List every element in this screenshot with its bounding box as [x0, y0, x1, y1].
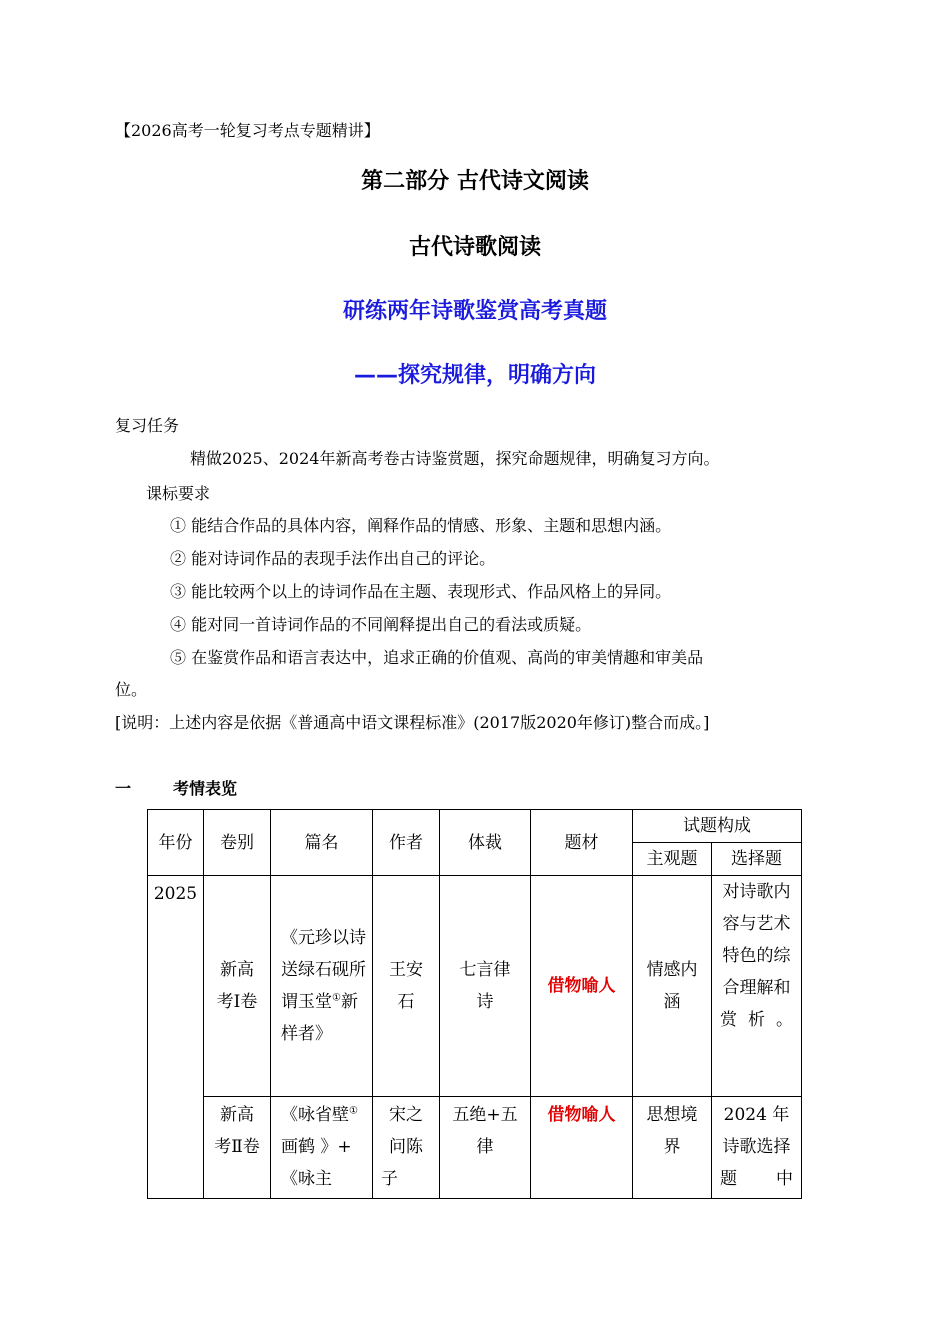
section-number: 一: [115, 779, 132, 798]
footnote-mark: ①: [332, 992, 341, 1004]
header-year: 年份: [148, 810, 204, 876]
choice-cell: 2024 年诗歌选择题中: [712, 1097, 802, 1199]
theme-cell: 借物喻人: [531, 1097, 633, 1199]
section-heading: [115, 776, 237, 799]
footnote-mark: ①: [349, 1105, 358, 1117]
author-cell: 王安石: [373, 876, 440, 1097]
header-tag: 【2026高考一轮复习考点专题精讲】: [115, 121, 380, 140]
genre-cell: 五绝+五律: [440, 1097, 531, 1199]
header-title: 篇名: [271, 810, 373, 876]
author-cell: 宋之问陈子: [373, 1097, 440, 1199]
curriculum-item: ③ 能比较两个以上的诗词作品在主题、表现形式、作品风格上的异同。: [170, 582, 672, 601]
genre-cell: 七言律诗: [440, 876, 531, 1097]
header-genre: 体裁: [440, 810, 531, 876]
part-title: 第二部分 古代诗文阅读: [361, 169, 589, 194]
curriculum-label: 课标要求: [146, 484, 211, 503]
curriculum-item: ② 能对诗词作品的表现手法作出自己的评论。: [170, 549, 496, 568]
section-title: 古代诗歌阅读: [408, 235, 541, 260]
subtitle: ——探究规律，明确方向: [353, 363, 596, 388]
paper-cell: 新高考Ⅱ卷: [204, 1097, 271, 1199]
curriculum-item: ⑤ 在鉴赏作品和语言表达中，追求正确的价值观、高尚的审美情趣和审美品: [170, 648, 704, 667]
title-text: 《咏省壁: [281, 1105, 349, 1125]
choice-cell: 对诗歌内容与艺术特色的综合理解和赏析。: [712, 876, 802, 1097]
exam-overview-table: [147, 809, 802, 1199]
curriculum-note: [说明：上述内容是依据《普通高中语文课程标准》(2017版2020年修订)整合而成。]: [115, 713, 710, 732]
review-task-label: 复习任务: [115, 416, 180, 435]
title-text: 《元珍以诗送绿石砚所谓玉堂: [281, 928, 366, 1012]
paper-cell: 新高考Ⅰ卷: [204, 876, 271, 1097]
header-theme: 题材: [531, 810, 633, 876]
title-cell: [271, 1097, 373, 1199]
title-text: 画鹤 》+《咏主: [281, 1137, 352, 1189]
header-author: 作者: [373, 810, 440, 876]
review-task-text: 精做2025、2024年新高考卷古诗鉴赏题，探究命题规律，明确复习方向。: [190, 449, 720, 468]
curriculum-item: ④ 能对同一首诗词作品的不同阐释提出自己的看法或质疑。: [170, 615, 592, 634]
year-cell: 2025: [148, 876, 204, 1199]
header-subjective: 主观题: [633, 843, 712, 876]
curriculum-item: ① 能结合作品的具体内容，阐释作品的情感、形象、主题和思想内涵。: [170, 516, 672, 535]
section-heading-text: 考情表览: [173, 779, 238, 798]
curriculum-item-continuation: 位。: [115, 680, 148, 699]
topic-title: 研练两年诗歌鉴赏高考真题: [342, 299, 607, 324]
title-cell: [271, 876, 373, 1097]
subjective-cell: 思想境界: [633, 1097, 712, 1199]
header-structure: 试题构成: [633, 810, 802, 843]
header-paper: 卷别: [204, 810, 271, 876]
title-text: 新样者》: [281, 992, 358, 1044]
subjective-cell: 情感内涵: [633, 876, 712, 1097]
theme-cell: 借物喻人: [531, 876, 633, 1097]
header-choice: 选择题: [712, 843, 802, 876]
